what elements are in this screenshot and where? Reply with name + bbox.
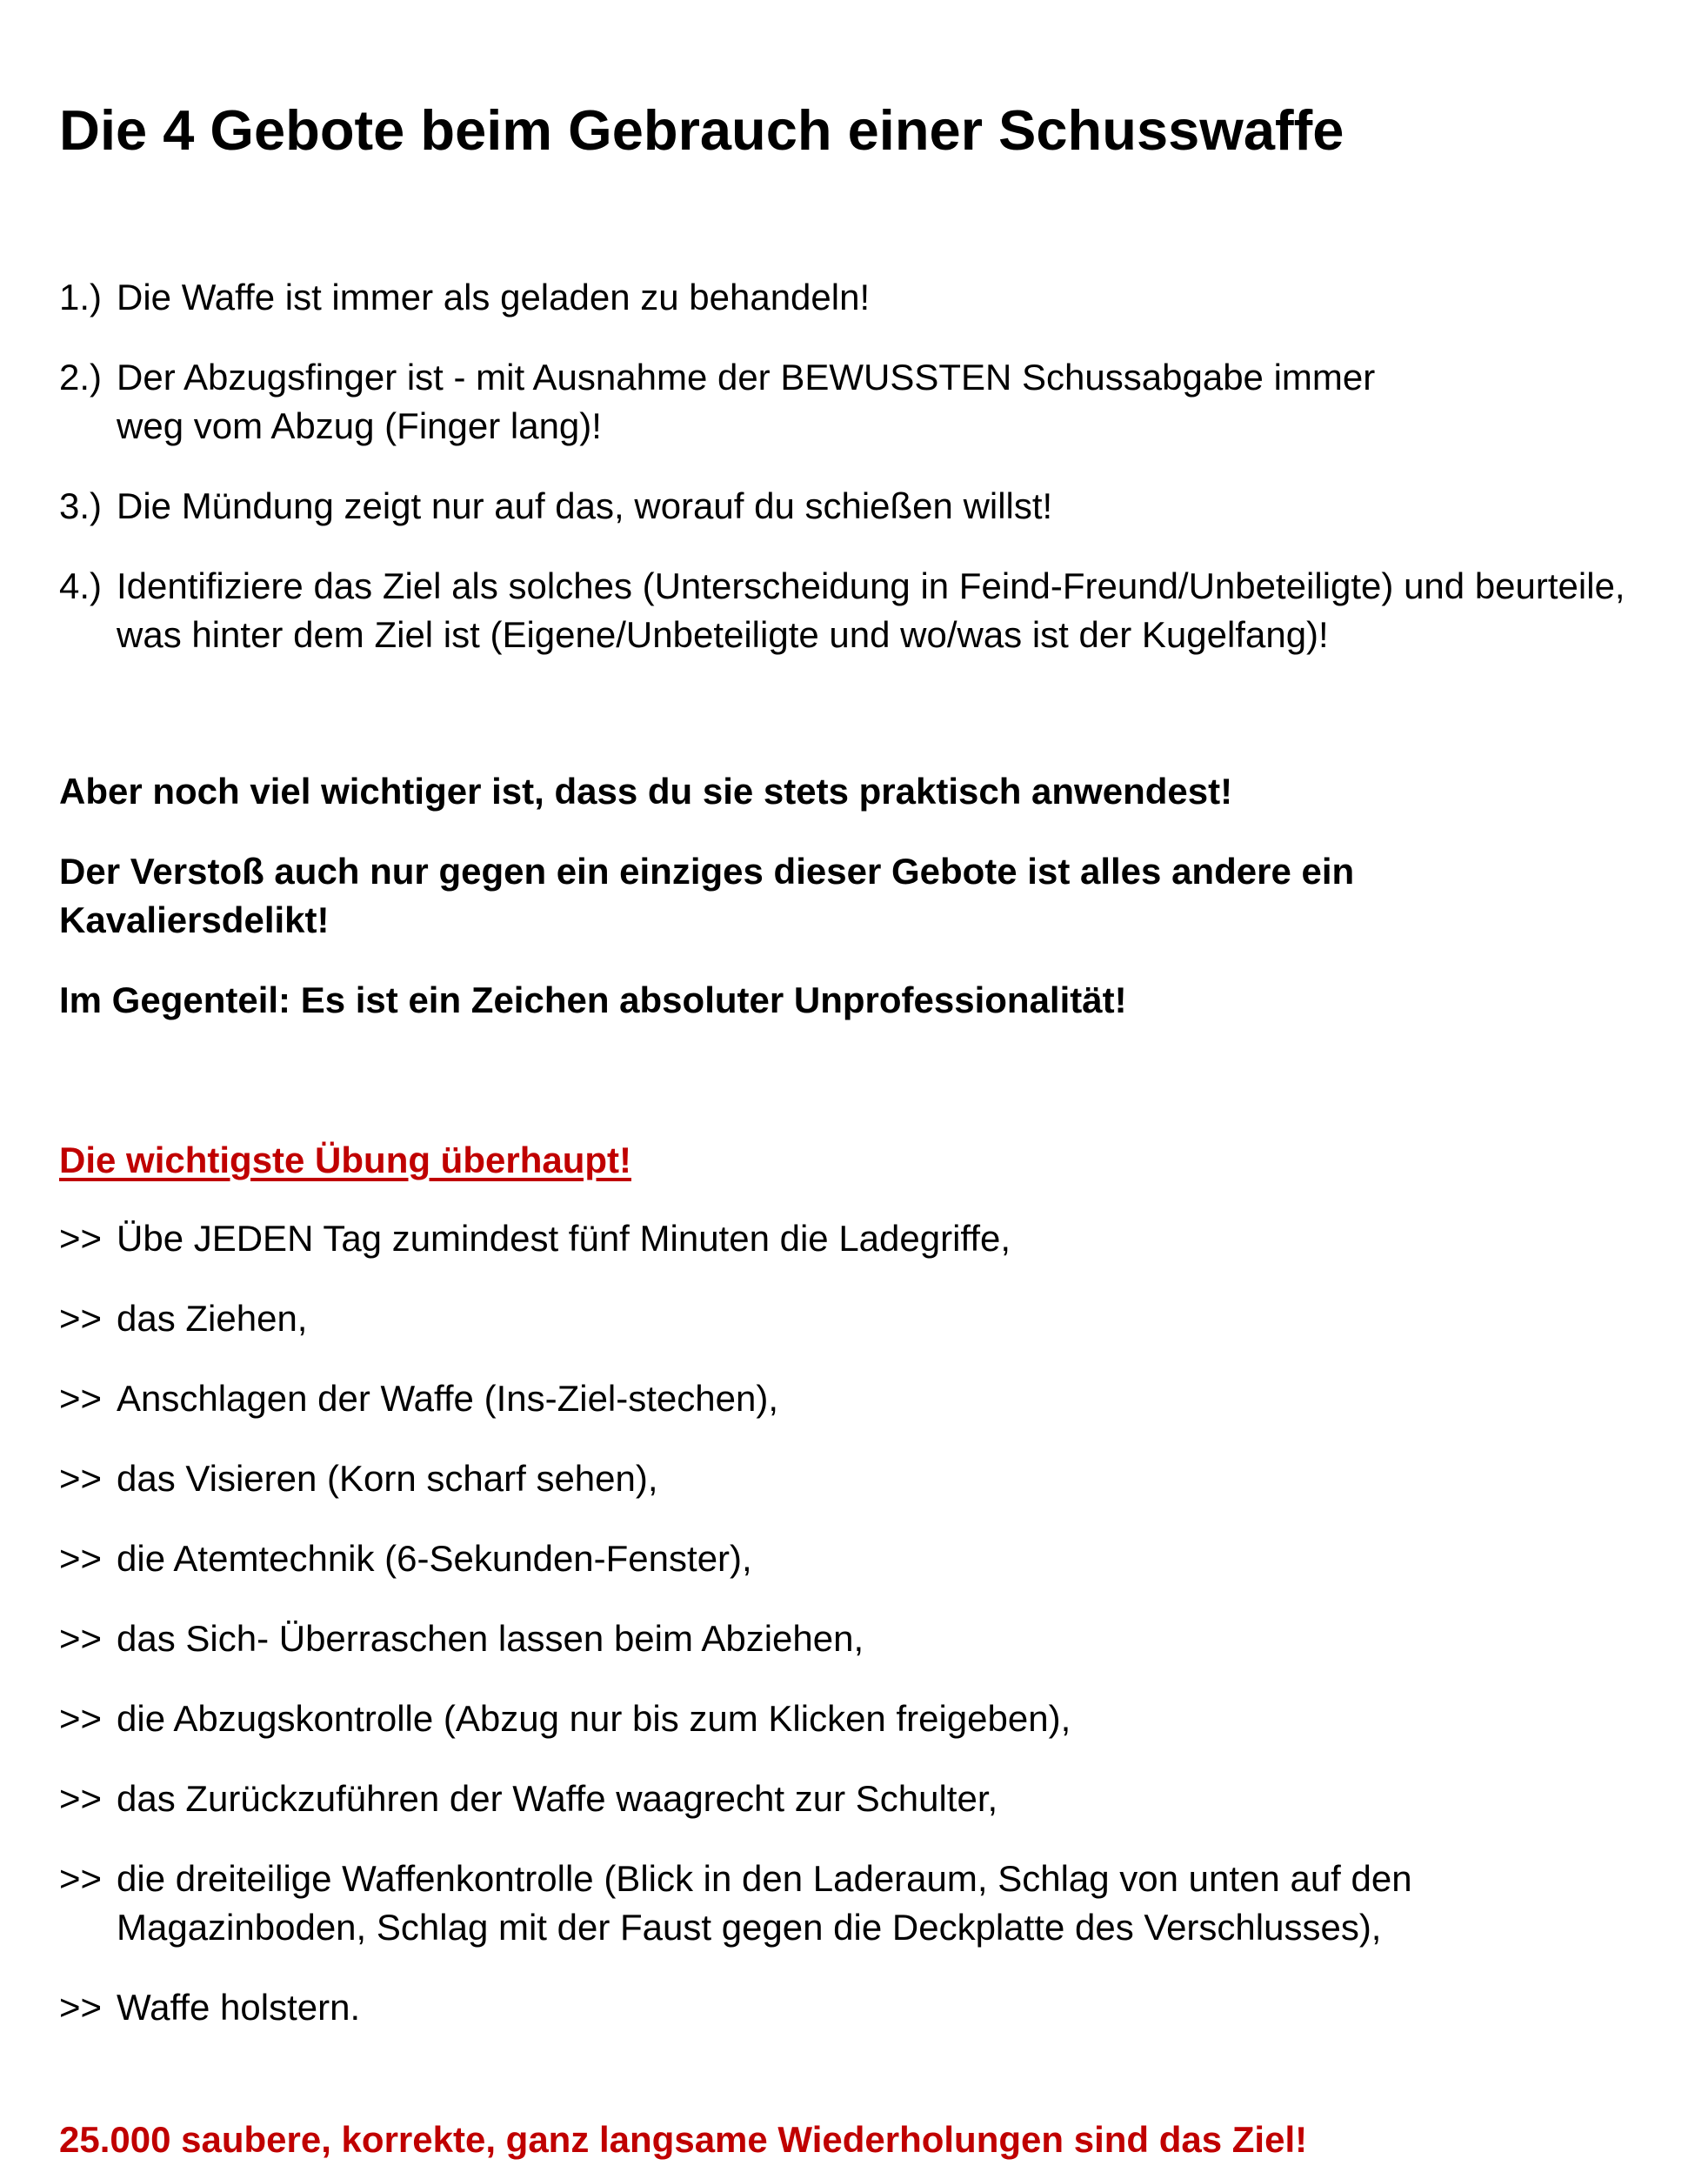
exercise-heading: Die wichtigste Übung überhaupt! bbox=[59, 1140, 631, 1180]
step-text: die Abzugskontrolle (Abzug nur bis zum Klicken freigeben), bbox=[117, 1698, 1071, 1739]
exercise-step bbox=[59, 1694, 1659, 1743]
page-title: Die 4 Gebote beim Gebrauch einer Schusswaffe bbox=[59, 98, 1344, 162]
rules-list bbox=[59, 273, 1659, 691]
step-text: das Zurückzuführen der Waffe waagrecht zur Schulter, bbox=[117, 1778, 998, 1819]
exercise-step bbox=[59, 1454, 1659, 1503]
step-text: Anschlagen der Waffe (Ins-Ziel-stechen), bbox=[117, 1378, 779, 1419]
step-marker: >> bbox=[59, 1778, 103, 1819]
rule-item bbox=[59, 273, 1659, 322]
rule-item bbox=[59, 482, 1659, 531]
step-text: das Visieren (Korn scharf sehen), bbox=[117, 1458, 658, 1499]
step-marker: >> bbox=[59, 1618, 103, 1659]
rule-number: 4.) bbox=[59, 565, 103, 606]
step-marker: >> bbox=[59, 1298, 103, 1339]
rule-item bbox=[59, 562, 1682, 659]
exercise-step bbox=[59, 1855, 1647, 1952]
step-marker: >> bbox=[59, 1858, 103, 1899]
rule-text: Der Abzugsfinger ist - mit Ausnahme der BEWUSSTEN Schussabgabe immer weg vom Abzug (Finger lang)! bbox=[117, 357, 1376, 446]
emphasis-block bbox=[59, 767, 1659, 1056]
rule-number: 1.) bbox=[59, 277, 103, 317]
exercise-step bbox=[59, 1294, 1659, 1343]
exercise-step bbox=[59, 1534, 1659, 1583]
exercise-step bbox=[59, 1374, 1659, 1423]
exercise-step bbox=[59, 1614, 1659, 1663]
exercise-step bbox=[59, 1983, 1659, 2032]
emphasis-line: Im Gegenteil: Es ist ein Zeichen absoluter Unprofessionalität! bbox=[59, 979, 1127, 1020]
goal-statement: 25.000 saubere, korrekte, ganz langsame Wiederholungen sind das Ziel! bbox=[59, 2119, 1308, 2160]
exercise-step bbox=[59, 1775, 1659, 1823]
step-marker: >> bbox=[59, 1378, 103, 1419]
rule-number: 2.) bbox=[59, 357, 103, 398]
step-text: Übe JEDEN Tag zumindest fünf Minuten die Ladegriffe, bbox=[117, 1218, 1011, 1259]
rule-text: Identifiziere das Ziel als solches (Unterscheidung in Feind-Freund/Unbeteiligte) und beurteile, was hinter dem Ziel ist (Eigene/Unbeteiligte und wo/was ist der Kugelfang)! bbox=[117, 565, 1625, 655]
step-text: das Sich- Überraschen lassen beim Abziehen, bbox=[117, 1618, 864, 1659]
step-text: die Atemtechnik (6-Sekunden-Fenster), bbox=[117, 1538, 752, 1579]
step-text: die dreiteilige Waffenkontrolle (Blick in den Laderaum, Schlag von unten auf den Magazinboden, Schlag mit der Faust gegen die Deckplatte des Verschlusses), bbox=[117, 1858, 1412, 1948]
rule-number: 3.) bbox=[59, 485, 103, 526]
step-marker: >> bbox=[59, 1698, 103, 1739]
exercise-steps-list bbox=[59, 1214, 1659, 2063]
step-text: Waffe holstern. bbox=[117, 1987, 361, 2028]
rule-text: Die Mündung zeigt nur auf das, worauf du schießen willst! bbox=[117, 485, 1053, 526]
exercise-step bbox=[59, 1214, 1659, 1263]
step-marker: >> bbox=[59, 1538, 103, 1579]
step-marker: >> bbox=[59, 1987, 103, 2028]
emphasis-line: Der Verstoß auch nur gegen ein einziges dieser Gebote ist alles andere ein Kavaliersdelikt! bbox=[59, 851, 1355, 940]
step-marker: >> bbox=[59, 1218, 103, 1259]
step-marker: >> bbox=[59, 1458, 103, 1499]
emphasis-line: Aber noch viel wichtiger ist, dass du sie stets praktisch anwendest! bbox=[59, 771, 1233, 812]
step-text: das Ziehen, bbox=[117, 1298, 308, 1339]
rule-item bbox=[59, 353, 1447, 451]
rule-text: Die Waffe ist immer als geladen zu behandeln! bbox=[117, 277, 871, 317]
